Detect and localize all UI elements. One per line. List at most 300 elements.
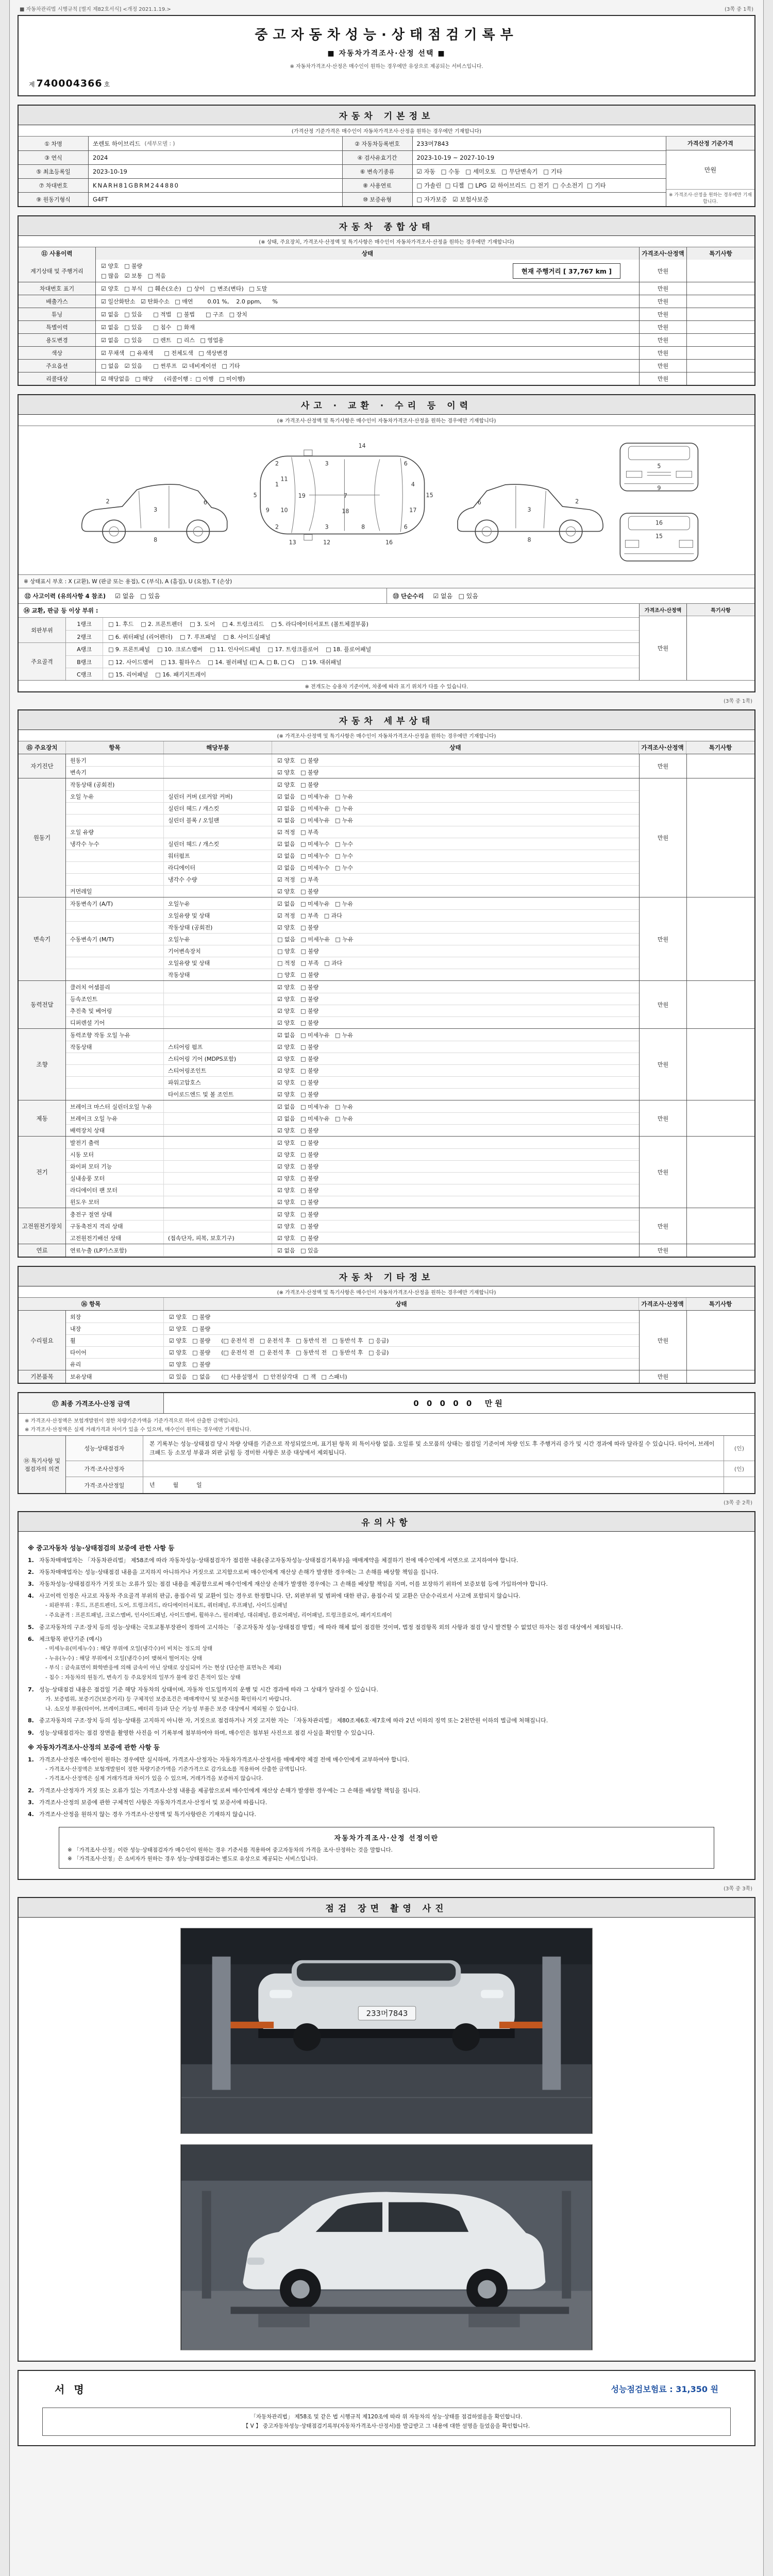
device-header: ⑮ 주요장치: [19, 741, 66, 754]
device-part-label: 파워고압호스: [164, 1077, 272, 1088]
other-row: [66, 1334, 639, 1346]
usage-history-state: [96, 295, 639, 308]
car-front-view: [620, 443, 698, 492]
doc-no-suffix: 호: [104, 81, 110, 88]
device-item-label: 구동축전지 격리 상태: [66, 1221, 164, 1232]
photo-section-title: 점검 장면 촬영 사진: [19, 1898, 754, 1918]
notice-item-subline: 가. 보증범위, 보증기간(보증거리) 등 구체적인 보증조건은 매매계약서 및 보증서를 확인하시기 바랍니다.: [45, 1696, 292, 1702]
current-mileage-inset: 현재 주행거리 [ 37,767 km ]: [513, 263, 620, 279]
vehicle-name-row: [19, 137, 666, 150]
appraisal-amount-cell: 만원: [639, 260, 686, 282]
vin-value: KNARH81GBRM244880: [89, 179, 343, 192]
usage-history-state: [96, 321, 639, 333]
vin-label: ⑦ 차대번호: [19, 179, 89, 192]
device-row: [66, 766, 639, 778]
fuel-type-label: ⑧ 사용연료: [343, 179, 413, 192]
detailed-condition-title: 자동차 세부상태: [19, 710, 754, 730]
fuel-type-checkboxes: □ 가솔린 □ 디젤 □ LPG ☑ 하이브리드 □ 전기 □ 수소전기 □ 기타: [416, 182, 606, 189]
device-part-label: [164, 826, 272, 838]
device-group-label: 전기: [19, 1137, 66, 1208]
svg-text:16: 16: [655, 519, 663, 527]
notice-item-number: 3.: [28, 1799, 34, 1806]
other-row: [66, 1323, 639, 1334]
device-state-checkboxes: ☑ 양호 □ 불량: [277, 769, 319, 776]
device-appraisal-cell: 만원: [639, 754, 686, 778]
remarks-header: 특기사항: [709, 744, 732, 751]
device-item-label: 배력장치 상태: [66, 1125, 164, 1136]
device-state-checkboxes: □ 양호 □ 불량: [277, 972, 319, 978]
notice-item: [28, 1556, 745, 1565]
device-row: [66, 861, 639, 873]
device-group: [19, 1136, 754, 1208]
other-appraisal-cell: 만원: [639, 1370, 686, 1383]
device-row: [66, 826, 639, 838]
page-indicator: (3쪽 중 1쪽): [725, 7, 753, 12]
other-state-checkboxes: ☑ 양호 □ 불량: [169, 1313, 211, 1320]
notice-section1-title: ※ 중고자동차 성능·상태점검의 보증에 관한 사항 등: [28, 1544, 175, 1552]
usage-history-state: [96, 260, 639, 282]
svg-text:6: 6: [404, 523, 408, 531]
notice-item-text: 가격조사·산정을 원하지 않는 경우 가격조사·산정액 및 특기사항란은 기재하지 않습니다.: [39, 1811, 256, 1818]
accident-history-section: [18, 394, 755, 692]
device-group-label: 고전원전기장치: [19, 1208, 66, 1244]
device-item-label: 고전원전기배선 상태: [66, 1232, 164, 1244]
device-row: [66, 993, 639, 1005]
device-state-checkboxes: ☑ 없음 □ 있음: [277, 1247, 319, 1254]
state-checkboxes: ☑ 없음 □ 있음 □ 침수 □ 화재: [101, 324, 195, 331]
part-header: 해당부품: [164, 741, 272, 754]
price-basis-label: 가격산정 기준가격: [666, 137, 754, 150]
device-item-label: 작동상태: [66, 1041, 164, 1053]
other-item-label: 타이어: [66, 1347, 164, 1358]
device-item-label: 충전구 절연 상태: [66, 1208, 164, 1220]
device-part-label: [164, 1125, 272, 1136]
remarks-cell: [686, 308, 754, 320]
notice-item-text: 가격조사·산정은 매수인이 원하는 경우에만 실시하며, 가격조사·산정자는 자동차가격조사·산정서를 매매계약 체결 전에 매수인에게 교부하여야 합니다.: [39, 1756, 410, 1763]
rank-label: C랭크: [66, 668, 103, 680]
device-part-label: [164, 1005, 272, 1016]
device-item-label: [66, 910, 164, 921]
rank-part-checkboxes: □ 15. 리어패널 □ 16. 패키지트레이: [108, 671, 207, 678]
device-row: [66, 1137, 639, 1148]
device-state-checkboxes: □ 적정 □ 부족 □ 과다: [277, 960, 343, 967]
rank-part-checkboxes: □ 6. 쿼터패널 (리어펜더) □ 7. 루프패널 □ 8. 사이드실패널: [108, 633, 271, 640]
inspection-photo-exterior-image: [181, 2145, 592, 2350]
notice-item-text: 성능·상태점검자는 점검 장면을 촬영한 사진을 이 기록부에 첨부하여야 하며, 매수인은 첨부된 사진으로 점검 사실을 확인할 수 있습니다.: [39, 1729, 375, 1736]
device-state-checkboxes: ☑ 양호 □ 불량: [277, 1223, 319, 1230]
top-reference-strip: [18, 3, 755, 15]
other-group-label: 수리필요: [19, 1311, 66, 1370]
doc-no-prefix: 제: [29, 81, 35, 88]
doc-no-value: 740004366: [36, 78, 103, 89]
device-row: [66, 933, 639, 945]
device-state-checkboxes: ☑ 양호 □ 불량: [277, 1139, 319, 1146]
usage-history-header: ⑪ 사용이력: [19, 247, 96, 260]
inspection-photo-lift: [180, 1928, 593, 2134]
other-appraisal-header: 가격조사·산정액: [639, 1298, 686, 1310]
device-appraisal-cell: 만원: [639, 1244, 686, 1257]
device-item-label: [66, 874, 164, 885]
model-year-value: 2024: [89, 151, 343, 164]
warranty-type-checkboxes: □ 자가보증 ☑ 보험사보증: [416, 196, 489, 203]
final-price-value: [164, 1393, 754, 1413]
remarks-cell: [686, 360, 754, 372]
device-state-checkboxes: ☑ 양호 □ 불량: [277, 1235, 319, 1242]
device-item-label: 자동변속기 (A/T): [66, 897, 164, 909]
svg-text:3: 3: [325, 523, 329, 531]
device-part-label: 스티어링조인트: [164, 1065, 272, 1076]
notice-item-subline: - 미세누유(미세누수) : 해당 부위에 오일(냉각수)이 비치는 정도의 상태: [45, 1645, 213, 1652]
remarks-cell: [686, 295, 754, 308]
device-part-label: [164, 1161, 272, 1172]
state-checkboxes: ☑ 양호 □ 부식 □ 훼손(오손) □ 상이 □ 변조(변타) □ 도말: [101, 285, 267, 292]
device-part-label: [164, 1173, 272, 1184]
device-part-label: [164, 767, 272, 778]
svg-text:6: 6: [203, 499, 207, 506]
accident-history-note: (※ 가격조사·산정액 및 특기사항은 매수인이 자동차가격조사·산정을 원하는 경우에만 기재합니다): [19, 415, 754, 426]
final-price-note-line: ※ 가격조사·산정액은 보험개발원이 정한 차량기준가액을 기준가격으로 하여 산출한 금액입니다.: [25, 1418, 240, 1424]
notice-item-text: 가격조사·산정자가 거짓 또는 오류가 있는 가격조사·산정 내용을 제공함으로써 매수인에게 재산상 손해가 발생한 경우에는 그 손해를 배상할 책임을 집니다.: [39, 1787, 421, 1794]
other-info-title: 자동차 기타정보: [19, 1267, 754, 1286]
price-survey-definition-title: 자동차가격조사·산정 선정이란: [334, 1835, 439, 1843]
appraisal-amount-cell: 만원: [639, 295, 686, 308]
device-state-checkboxes: ☑ 양호 □ 불량: [277, 1044, 319, 1050]
device-part-label: 실린더 블록 / 오일팬: [164, 815, 272, 826]
engine-type-value: G4FT: [89, 193, 343, 206]
device-item-label: [66, 957, 164, 969]
state-checkboxes: ☑ 양호 □ 불량: [101, 263, 143, 269]
appraisal-amount-cell: 만원: [639, 334, 686, 346]
svg-text:6: 6: [404, 460, 408, 467]
appraisal-header: 가격조사·산정액: [639, 247, 686, 260]
device-item-label: [66, 1065, 164, 1076]
device-item-label: 실내송풍 모터: [66, 1173, 164, 1184]
device-item-label: 시동 모터: [66, 1149, 164, 1160]
device-state-checkboxes: ☑ 양호 □ 불량: [277, 1163, 319, 1170]
overall-header-row: [19, 247, 754, 260]
svg-text:2: 2: [575, 498, 579, 505]
price-survey-definition-box: [59, 1827, 714, 1869]
svg-text:3: 3: [527, 506, 531, 514]
device-row: [66, 873, 639, 885]
device-row: [66, 1053, 639, 1064]
accident-history-checkboxes: ☑ 없음 □ 있음: [115, 592, 160, 600]
exchange-group-label: 외판부위: [19, 618, 66, 642]
header-section: [18, 15, 755, 96]
final-price-unit: 만원: [484, 1399, 505, 1408]
notice-item-subline: - 가격조사·산정액은 실제 거래가격과 차이가 있을 수 있으며, 거래가격을 보증하지 않습니다.: [45, 1775, 263, 1782]
device-part-label: 스티어링 펌프: [164, 1041, 272, 1053]
rank-label: B랭크: [66, 656, 103, 668]
device-state-checkboxes: ☑ 양호 □ 불량: [277, 1067, 319, 1074]
usage-history-label: 용도변경: [19, 334, 96, 346]
license-plate-text: 233머7843: [366, 2008, 408, 2018]
other-info-note: (※ 가격조사·산정액 및 특기사항은 매수인이 자동차가격조사·산정을 원하는 경우에만 기재합니다): [19, 1286, 754, 1298]
device-row: [66, 1112, 639, 1124]
other-appraisal-cell: 만원: [639, 1311, 686, 1370]
car-side-left-view: [82, 484, 227, 543]
final-price-row: [19, 1393, 754, 1414]
notice-item: [28, 1580, 745, 1588]
device-row: [66, 909, 639, 921]
usage-history-state: [96, 347, 639, 359]
svg-text:3: 3: [325, 460, 329, 467]
appraisal-amount-cell: 만원: [639, 321, 686, 333]
diagram-note: ※ 전개도는 승용차 기준이며, 차종에 따라 표기 위치가 다를 수 있습니다.: [19, 680, 754, 691]
usage-history-label: 배출가스: [19, 295, 96, 308]
overall-condition-note: (※ 상태, 주요장치, 가격조사·산정액 및 특기사항은 매수인이 자동차가격조사·산정을 원하는 경우에만 기재합니다): [19, 236, 754, 247]
usage-history-label: 계기상태 및 주행거리: [19, 260, 96, 282]
first-registration-value: 2023-10-19: [89, 165, 343, 178]
notice-item-subline: - 누유(누수) : 해당 부위에서 오일(냉각수)이 맺혀서 떨어지는 상태: [45, 1655, 202, 1662]
state-checkboxes: ☑ 무채색 □ 유채색 □ 전체도색 □ 색상변경: [101, 350, 228, 357]
usage-history-label: 차대번호 표기: [19, 282, 96, 295]
device-row: [66, 1172, 639, 1184]
svg-text:6: 6: [477, 499, 481, 506]
seal-placeholder: (인): [724, 1436, 754, 1461]
inspection-validity-label: ④ 검사유효기간: [343, 151, 413, 164]
device-appraisal-cell: 만원: [639, 1100, 686, 1136]
device-part-label: [164, 1017, 272, 1028]
device-group: [19, 1208, 754, 1244]
svg-text:17: 17: [409, 507, 417, 514]
opinion-block: [19, 1436, 754, 1493]
usage-history-label: 리콜대상: [19, 372, 96, 385]
exchange-remarks-header: 특기사항: [687, 604, 754, 616]
price-survey-definition-line: ※ 「가격조사·산정」은 소비자가 원하는 경우 성능·상태점검과는 별도로 유상으로 제공되는 서비스입니다.: [68, 1855, 318, 1862]
other-group-label: 기본품목: [19, 1370, 66, 1383]
device-row: [66, 1064, 639, 1076]
overall-row: [19, 333, 754, 346]
device-state-checkboxes: ☑ 없음 □ 미세누유 □ 누유: [277, 1115, 354, 1122]
device-state-checkboxes: ☑ 양호 □ 불량: [277, 996, 319, 1003]
exchange-remarks-value: [687, 616, 754, 680]
device-state-checkboxes: ☑ 양호 □ 불량: [277, 888, 319, 895]
final-price-note-line: ※ 가격조사·산정액은 실제 거래가격과 차이가 있을 수 있으며, 매수인이 원하는 경우에만 기재합니다.: [25, 1427, 251, 1433]
device-state-checkboxes: ☑ 없음 □ 미세누유 □ 누유: [277, 817, 354, 824]
device-group-label: 제동: [19, 1100, 66, 1136]
opinion-text: 년 월 일: [149, 1482, 202, 1489]
state-checkboxes: □ 많음 ☑ 보통 □ 적음: [101, 273, 166, 279]
device-state-checkboxes: ☑ 적정 □ 부족: [277, 829, 319, 836]
device-part-label: 작동상태: [164, 969, 272, 980]
transmission-label: ⑥ 변속기종류: [343, 165, 413, 178]
notice-item-number: 2.: [28, 1787, 34, 1794]
insurance-fee: 성능점검보험료 : 31,350 원: [611, 2384, 718, 2394]
device-part-label: 냉각수 수량: [164, 874, 272, 885]
notice-item-number: 2.: [28, 1569, 34, 1576]
device-item-label: 변속기: [66, 767, 164, 778]
svg-text:1: 1: [275, 481, 279, 488]
svg-text:4: 4: [411, 481, 415, 488]
svg-text:2: 2: [106, 498, 110, 505]
other-item-header: ⑯ 항목: [19, 1298, 164, 1310]
device-item-label: 브레이크 마스터 실린더오일 누유: [66, 1100, 164, 1112]
exchange-appraisal-header: 가격조사·산정액: [640, 604, 686, 616]
accident-history-label: ⑫ 사고이력 (유의사항 4 참조): [25, 592, 106, 600]
overall-row: [19, 372, 754, 385]
final-price-notes: [19, 1414, 754, 1436]
state-header: 상태: [272, 741, 639, 754]
device-item-label: 와이퍼 모터 기능: [66, 1161, 164, 1172]
exchange-title: ⑭ 교환, 판금 등 이상 부위 :: [19, 604, 639, 618]
device-row: [66, 1160, 639, 1172]
state-checkboxes: ☑ 일산화탄소 ☑ 탄화수소 □ 매연 0.01 %, 2.0 ppm, %: [101, 298, 278, 305]
device-row: [66, 885, 639, 897]
device-part-label: [164, 754, 272, 766]
device-part-label: 워터펌프: [164, 850, 272, 861]
other-state-checkboxes: ☑ 양호 □ 불량: [169, 1361, 211, 1368]
device-remarks-cell: [686, 754, 754, 778]
notice-item-subline: - 주요골격 : 프론트패널, 크로스멤버, 인사이드패널, 사이드멤버, 휠하우스, 필러패널, 대쉬패널, 플로어패널, 리어패널, 트렁크플로어, 패키지트레이: [45, 1612, 392, 1619]
device-part-label: [164, 886, 272, 897]
device-appraisal-cell: 만원: [639, 897, 686, 980]
device-part-label: 작동상태 (공회전): [164, 922, 272, 933]
notice-item-number: 8.: [28, 1717, 34, 1724]
appraisal-amount-cell: 만원: [639, 347, 686, 359]
remarks-cell: [686, 372, 754, 385]
appraisal-header: 가격조사·산정액: [639, 741, 686, 754]
car-top-view: [254, 443, 433, 546]
price-basis-value: 만원: [704, 166, 717, 174]
svg-text:18: 18: [342, 508, 349, 515]
notice-item-number: 4.: [28, 1592, 34, 1600]
device-item-label: 디퍼렌셜 기어: [66, 1017, 164, 1028]
other-item-label: 휠: [66, 1335, 164, 1346]
state-header: 상태: [361, 250, 374, 257]
accident-history-title: 사고 · 교환 · 수리 등 이력: [19, 395, 754, 415]
svg-text:8: 8: [527, 536, 531, 544]
rank-row: [66, 643, 639, 655]
car-rear-view: [620, 513, 698, 561]
rank-part-checkboxes: □ 9. 프론트패널 □ 10. 크로스멤버 □ 11. 인사이드패널 □ 17. 트렁크플로어 □ 18. 플로어패널: [108, 646, 372, 653]
device-part-label: [164, 1221, 272, 1232]
exchange-group-label: 주요골격: [19, 643, 66, 680]
device-row: [66, 1220, 639, 1232]
basic-info-section: [18, 105, 755, 207]
opinion-text: [143, 1461, 724, 1477]
device-item-label: 라디에이터 팬 모터: [66, 1184, 164, 1196]
signature-legal-box: [42, 2408, 731, 2436]
device-group: [19, 1244, 754, 1257]
device-remarks-cell: [686, 1029, 754, 1100]
device-item-label: [66, 815, 164, 826]
appraisal-amount-cell: 만원: [639, 308, 686, 320]
signature-legal-line-1: 「자동차관리법」 제58조 및 같은 법 시행규칙 제120조에 따라 위 자동차의 성능·상태를 점검하였음을 확인합니다.: [250, 2413, 523, 2420]
device-part-label: (접속단자, 피복, 보호기구): [164, 1232, 272, 1244]
device-row: [66, 921, 639, 933]
device-group: [19, 778, 754, 897]
svg-text:11: 11: [280, 476, 288, 483]
other-groups: [19, 1310, 754, 1383]
car-diagram-svg: [23, 431, 750, 571]
transmission-checkboxes: ☑ 자동 □ 수동 □ 세미오토 □ 무단변속기 □ 기타: [416, 168, 563, 175]
inspection-photo-lift-image: [181, 1928, 592, 2133]
device-group-label: 변속기: [19, 897, 66, 980]
device-state-checkboxes: ☑ 양호 □ 불량: [277, 1091, 319, 1098]
remarks-header: 특기사항: [686, 247, 754, 260]
notice-section: [18, 1511, 755, 1880]
svg-text:15: 15: [655, 533, 663, 540]
device-state-checkboxes: ☑ 양호 □ 불량: [277, 1056, 319, 1062]
device-item-label: 작동상태 (공회전): [66, 778, 164, 790]
appraisal-amount-cell: 만원: [639, 372, 686, 385]
other-remarks-cell: [686, 1370, 754, 1383]
svg-text:2: 2: [275, 523, 279, 531]
engine-type-row: [19, 192, 666, 206]
device-row: [66, 969, 639, 980]
device-part-label: [164, 1113, 272, 1124]
first-registration-label: ⑤ 최초등록일: [19, 165, 89, 178]
overall-row: [19, 295, 754, 308]
other-item-label: 유리: [66, 1359, 164, 1370]
device-remarks-cell: [686, 897, 754, 980]
overall-condition-section: [18, 215, 755, 386]
notice-item-text: 중고자동차의 구조·장치 등의 성능·상태를 고지하지 아니한 자, 거짓으로 점검하거나 거짓 고지한 자는 「자동차관리법」 제80조제6호·제7호에 따라 2년 이하의 징역 또는 2천만원 이하의 벌금에 처해집니다.: [39, 1717, 548, 1724]
opinion-row: [66, 1436, 754, 1461]
other-row: [66, 1311, 639, 1323]
device-state-checkboxes: ☑ 양호 □ 불량: [277, 1199, 319, 1206]
device-state-checkboxes: ☑ 양호 □ 불량: [277, 781, 319, 788]
device-state-checkboxes: ☑ 없음 □ 미세누유 □ 누유: [277, 793, 354, 800]
device-part-label: 오일누유: [164, 897, 272, 909]
overall-row: [19, 320, 754, 333]
notice-item-number: 1.: [28, 1557, 34, 1564]
rank-label: 1랭크: [66, 618, 103, 630]
device-row: [66, 981, 639, 993]
device-item-label: [66, 969, 164, 980]
detail-header-row: [19, 741, 754, 754]
device-row: [66, 1232, 639, 1244]
other-header-row: [19, 1298, 754, 1310]
device-appraisal-cell: 만원: [639, 778, 686, 897]
basic-info-title: 자동차 기본정보: [19, 106, 754, 125]
other-state-checkboxes: ☑ 양호 □ 불량 (□ 운전석 전 □ 운전석 후 □ 동반석 전 □ 동반석 후 □ 응급): [169, 1337, 389, 1344]
detail-groups: [19, 754, 754, 1257]
device-row: [66, 802, 639, 814]
document-subtitle: ■ 자동차가격조사·산정 선택 ■: [327, 49, 446, 58]
device-part-label: 스티어링 기어 (MDPS포함): [164, 1053, 272, 1064]
notice-item-text: 자동차매매업자는 성능·상태점검 내용을 고지하지 아니하거나 거짓으로 고지함으로써 매수인에게 재산상 손해가 발생한 경우에는 그 손해를 배상할 책임을 집니다.: [39, 1569, 439, 1576]
notice-item-text: 사고이력 인정은 사고로 자동차 주요골격 부위의 판금, 용접수리 및 교환이 있는 경우로 한정합니다. 단, 외판부위 및 범퍼에 대한 판금, 용접수리 및 교환은 단순수리로서 사고에 포함되지 않습니다.: [39, 1592, 520, 1600]
exchange-area: [19, 604, 754, 680]
svg-text:9: 9: [657, 484, 661, 492]
device-row: [66, 850, 639, 861]
device-row: [66, 957, 639, 969]
overall-rows: [19, 260, 754, 385]
notice-item-number: 6.: [28, 1635, 34, 1642]
device-state-checkboxes: ☑ 양호 □ 불량: [277, 757, 319, 764]
exchange-appraisal-column: [639, 604, 686, 680]
other-remarks-header: 특기사항: [709, 1300, 732, 1308]
rank-label: A랭크: [66, 643, 103, 655]
vin-row: [19, 178, 666, 192]
accident-history-row: [19, 588, 754, 604]
notice-item: [28, 1798, 745, 1807]
device-item-label: 수동변속기 (M/T): [66, 934, 164, 945]
device-state-checkboxes: ☑ 양호 □ 불량: [277, 984, 319, 991]
usage-history-label: 주요옵션: [19, 360, 96, 372]
svg-text:14: 14: [358, 443, 366, 450]
notice-item-number: 3.: [28, 1581, 34, 1588]
svg-text:15: 15: [426, 492, 433, 499]
device-item-label: 연료누출 (LP가스포함): [66, 1244, 164, 1256]
rank-row: [66, 630, 639, 642]
device-item-label: 커먼레일: [66, 886, 164, 897]
other-item-label: 내장: [66, 1323, 164, 1334]
registration-number-value: 233머7843: [416, 140, 449, 147]
svg-text:2: 2: [275, 460, 279, 467]
